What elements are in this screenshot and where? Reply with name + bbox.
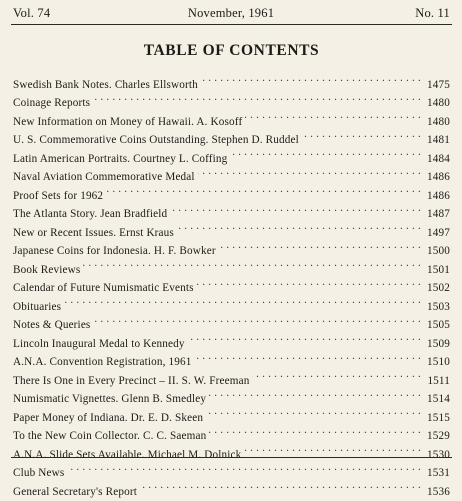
toc-leader-dots [67, 458, 421, 477]
toc-entry-page: 1511 [421, 372, 450, 391]
toc-entry-title: There Is One in Every Precinct – II. S. W. Freeman [13, 372, 252, 391]
toc-entry-page: 1530 [421, 446, 450, 465]
toc-leader-dots [194, 347, 421, 366]
toc-entry-page: 1484 [421, 150, 450, 169]
toc-leader-dots [219, 236, 421, 255]
issue-number: No. 11 [415, 6, 450, 21]
toc-entry-page: 1486 [421, 168, 450, 187]
toc-entry-title: Calendar of Future Numismatic Events [13, 279, 197, 298]
issue-date: November, 1961 [0, 6, 462, 21]
toc-entry-title: Latin American Portraits. Courtney L. Coffing [13, 150, 230, 169]
toc-entry-title: Coinage Reports [13, 94, 93, 113]
toc-entry-title: Japanese Coins for Indonesia. H. F. Bowker [13, 242, 219, 261]
header-rule [11, 24, 452, 25]
toc-entry-page: 1475 [421, 76, 450, 95]
toc-entry-title: Numismatic Vignettes. Glenn B. Smedley [13, 390, 209, 409]
toc-entry-page: 1509 [421, 335, 450, 354]
toc-entry-page: 1503 [421, 298, 450, 317]
toc-entry-title: Club News [13, 464, 67, 483]
toc-leader-dots [106, 180, 421, 199]
toc-leader-dots [198, 162, 421, 181]
toc-leader-dots [93, 88, 421, 107]
toc-entry-title: Book Reviews [13, 261, 83, 280]
volume-label: Vol. 74 [13, 6, 50, 21]
toc-leader-dots [93, 310, 421, 329]
toc-entry-title: Naval Aviation Commemorative Medal [13, 168, 198, 187]
toc-leader-dots [244, 439, 421, 458]
toc-leader-dots [206, 402, 421, 421]
toc-entry-title: Swedish Bank Notes. Charles Ellsworth [13, 76, 201, 95]
toc-entry-title: Paper Money of Indiana. Dr. E. D. Skeen [13, 409, 206, 428]
toc-entry-page: 1500 [421, 242, 450, 261]
table-of-contents [13, 69, 450, 495]
toc-entry-page: 1536 [421, 483, 450, 501]
toc-entry-title: General Secretary's Report [13, 483, 140, 501]
toc-entry-page: 1510 [421, 353, 450, 372]
toc-entry-page: 1514 [421, 390, 450, 409]
toc-entry-title: U. S. Commemorative Coins Outstanding. Stephen D. Ruddel [13, 131, 302, 150]
toc-leader-dots [140, 476, 421, 495]
toc-leader-dots [230, 143, 421, 162]
toc-entry-page: 1497 [421, 224, 450, 243]
toc-entry-title: A.N.A. Convention Registration, 1961 [13, 353, 194, 372]
toc-leader-dots [201, 69, 421, 88]
toc-leader-dots [177, 217, 421, 236]
toc-leader-dots [197, 273, 421, 292]
toc-entry [13, 458, 450, 477]
toc-entry-title: To the New Coin Collector. C. C. Saeman [13, 427, 209, 446]
toc-entry-title: A.N.A. Slide Sets Available. Michael M. Dolnick [13, 446, 244, 465]
toc-entry-page: 1529 [421, 427, 450, 446]
toc-entry-page: 1505 [421, 316, 450, 335]
page-header [13, 0, 450, 24]
toc-leader-dots [209, 421, 421, 440]
toc-entry [13, 291, 450, 310]
toc-entry-page: 1502 [421, 279, 450, 298]
toc-entry [13, 310, 450, 329]
toc-entry-page: 1515 [421, 409, 450, 428]
toc-entry-page: 1481 [421, 131, 450, 150]
toc-entry-page: 1501 [421, 261, 450, 280]
toc-entry [13, 476, 450, 495]
toc-entry-page: 1531 [421, 464, 450, 483]
toc-entry-title: New or Recent Issues. Ernst Kraus [13, 224, 177, 243]
toc-entry-title: Obituaries [13, 298, 64, 317]
toc-entry-title: The Atlanta Story. Jean Bradfield [13, 205, 170, 224]
toc-leader-dots [252, 365, 421, 384]
toc-entry [13, 69, 450, 88]
toc-leader-dots [170, 199, 421, 218]
footer-rule [11, 457, 452, 458]
toc-entry-title: Lincoln Inaugural Medal to Kennedy [13, 335, 188, 354]
toc-leader-dots [188, 328, 421, 347]
toc-entry-title: New Information on Money of Hawaii. A. Kosoff [13, 113, 245, 132]
toc-leader-dots [64, 291, 421, 310]
toc-leader-dots [83, 254, 421, 273]
toc-leader-dots [245, 106, 421, 125]
toc-leader-dots [209, 384, 421, 403]
toc-entry-page: 1480 [421, 94, 450, 113]
toc-entry-title: Notes & Queries [13, 316, 93, 335]
toc-entry-page: 1480 [421, 113, 450, 132]
page-title: TABLE OF CONTENTS [13, 41, 450, 61]
toc-leader-dots [302, 125, 421, 144]
toc-entry-page: 1487 [421, 205, 450, 224]
toc-entry-page: 1486 [421, 187, 450, 206]
toc-entry-title: Proof Sets for 1962 [13, 187, 106, 206]
